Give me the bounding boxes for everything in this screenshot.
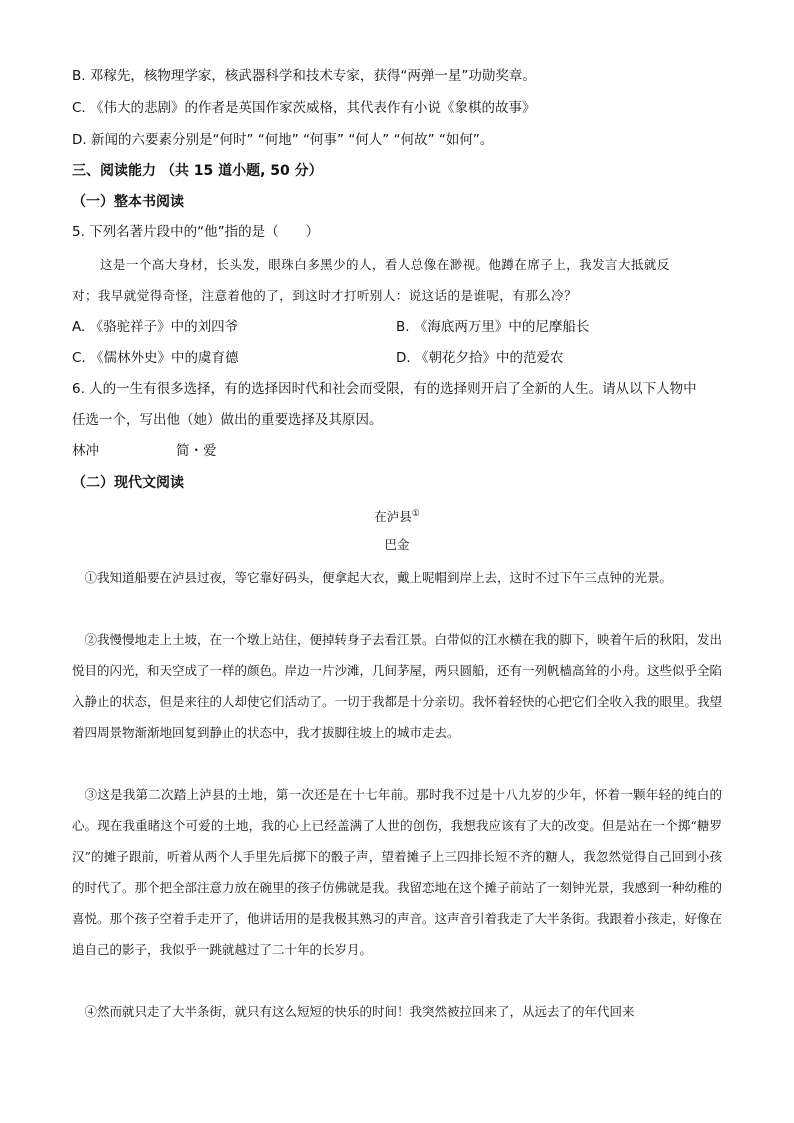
- question-5-option-d: D. 《朝花夕拾》中的范爱农: [396, 350, 564, 366]
- article-title-text: 在泸县: [374, 509, 412, 525]
- article-paragraph-2: ②我慢慢地走上土坡，在一个墩上站住，便掉转身子去看江景。白带似的江水横在我的脚下，映着午后的秋阳，发出悦目的闪光，和天空成了一样的颜色。岸边一片沙滩，几间茅屋，两只圆船，还有一列帆樯高耸的小舟。这些似乎全陷入静止的状态，但是来往的人却使它们活动了。一切于我都是十分亲切。我怀着轻快的心把它们全收入我的眼里。我望着四周景物渐渐地回复到静止的状态中，我才拔脚往坡上的城市走去。: [72, 632, 723, 740]
- question-5-option-a: A. 《骆驼祥子》中的刘四爷: [72, 319, 239, 335]
- article-paragraph-3: ③这是我第二次踏上泸县的土地，第一次还是在十七年前。那时我不过是十八九岁的少年，怀着一颗年轻的纯白的心。现在我重睹这个可爱的土地，我的心上已经盖满了人世的创伤，我想我应该有了大的改变。但是站在一个掷“糖罗汉”的摊子跟前，听着从两个人手里先后掷下的骰子声，望着摊子上三四排长短不齐的糖人，我忽然觉得自己回到小孩的时代了。那个把全部注意力放在碗里的孩子仿佛就是我。我留恋地在这个摊子前站了一刻钟光景，我感到一种幼稚的喜悦。那个孩子空着手走开了，他讲话用的是我极其熟习的声音。这声音引着我走了大半条街。我跟着小孩走，好像在追自己的影子，我似乎一跳就越过了二十年的长岁月。: [72, 787, 723, 957]
- question-6-person-1: 林冲: [72, 443, 99, 459]
- question-6-person-2: 简・爱: [176, 443, 217, 459]
- question-6-line2: 任选一个，写出他（她）做出的重要选择及其原因。: [72, 412, 383, 428]
- article-paragraph-1: ①我知道船要在泸县过夜，等它靠好码头，便拿起大衣，戴上呢帽到岸上去，这时不过下午三点钟的光景。: [84, 570, 673, 585]
- question-5-option-b: B. 《海底两万里》中的尼摩船长: [396, 319, 590, 335]
- sub-section-2-title: （二）现代文阅读: [72, 475, 184, 491]
- question-6-line1: 6. 人的一生有很多选择，有的选择因时代和社会而受限，有的选择则开启了全新的人生。请从以下人物中: [72, 381, 697, 397]
- option-c-prev: C. 《伟大的悲剧》的作者是英国作家茨威格，其代表作有小说《象棋的故事》: [72, 100, 536, 116]
- section-3-title: 三、阅读能力 （共 15 道小题, 50 分）: [72, 163, 323, 179]
- question-5-quote-line2: 对；我早就觉得奇怪，注意着他的了，到这时才打听别人：说这话的是谁呢，有那么冷？: [72, 288, 578, 303]
- question-5-quote-line1: 这是一个高大身材，长头发，眼珠白多黑少的人，看人总像在渺视。他蹲在席子上，我发言大抵就反: [100, 257, 670, 272]
- option-d-prev: D. 新闻的六要素分别是“何时” “何地” “何事” “何人” “何故” “如何”。: [72, 132, 494, 148]
- option-b-prev: B. 邓稼先，核物理学家，核武器科学和技术专家，获得“两弹一星”功勋奖章。: [72, 68, 536, 84]
- article-author: 巴金: [384, 537, 410, 552]
- question-5-option-c: C. 《儒林外史》中的虞育德: [72, 350, 239, 366]
- sub-section-1-title: （一）整本书阅读: [72, 194, 184, 210]
- article-title: [0, 504, 794, 527]
- footnote-marker: ①: [411, 509, 420, 519]
- article-paragraph-4: ④然而就只走了大半条街，就只有这么短短的快乐的时间！我突然被拉回来了，从远去了的年代回来: [84, 1004, 635, 1019]
- question-5-stem: 5. 下列名著片段中的“他”指的是（ ）: [72, 224, 320, 240]
